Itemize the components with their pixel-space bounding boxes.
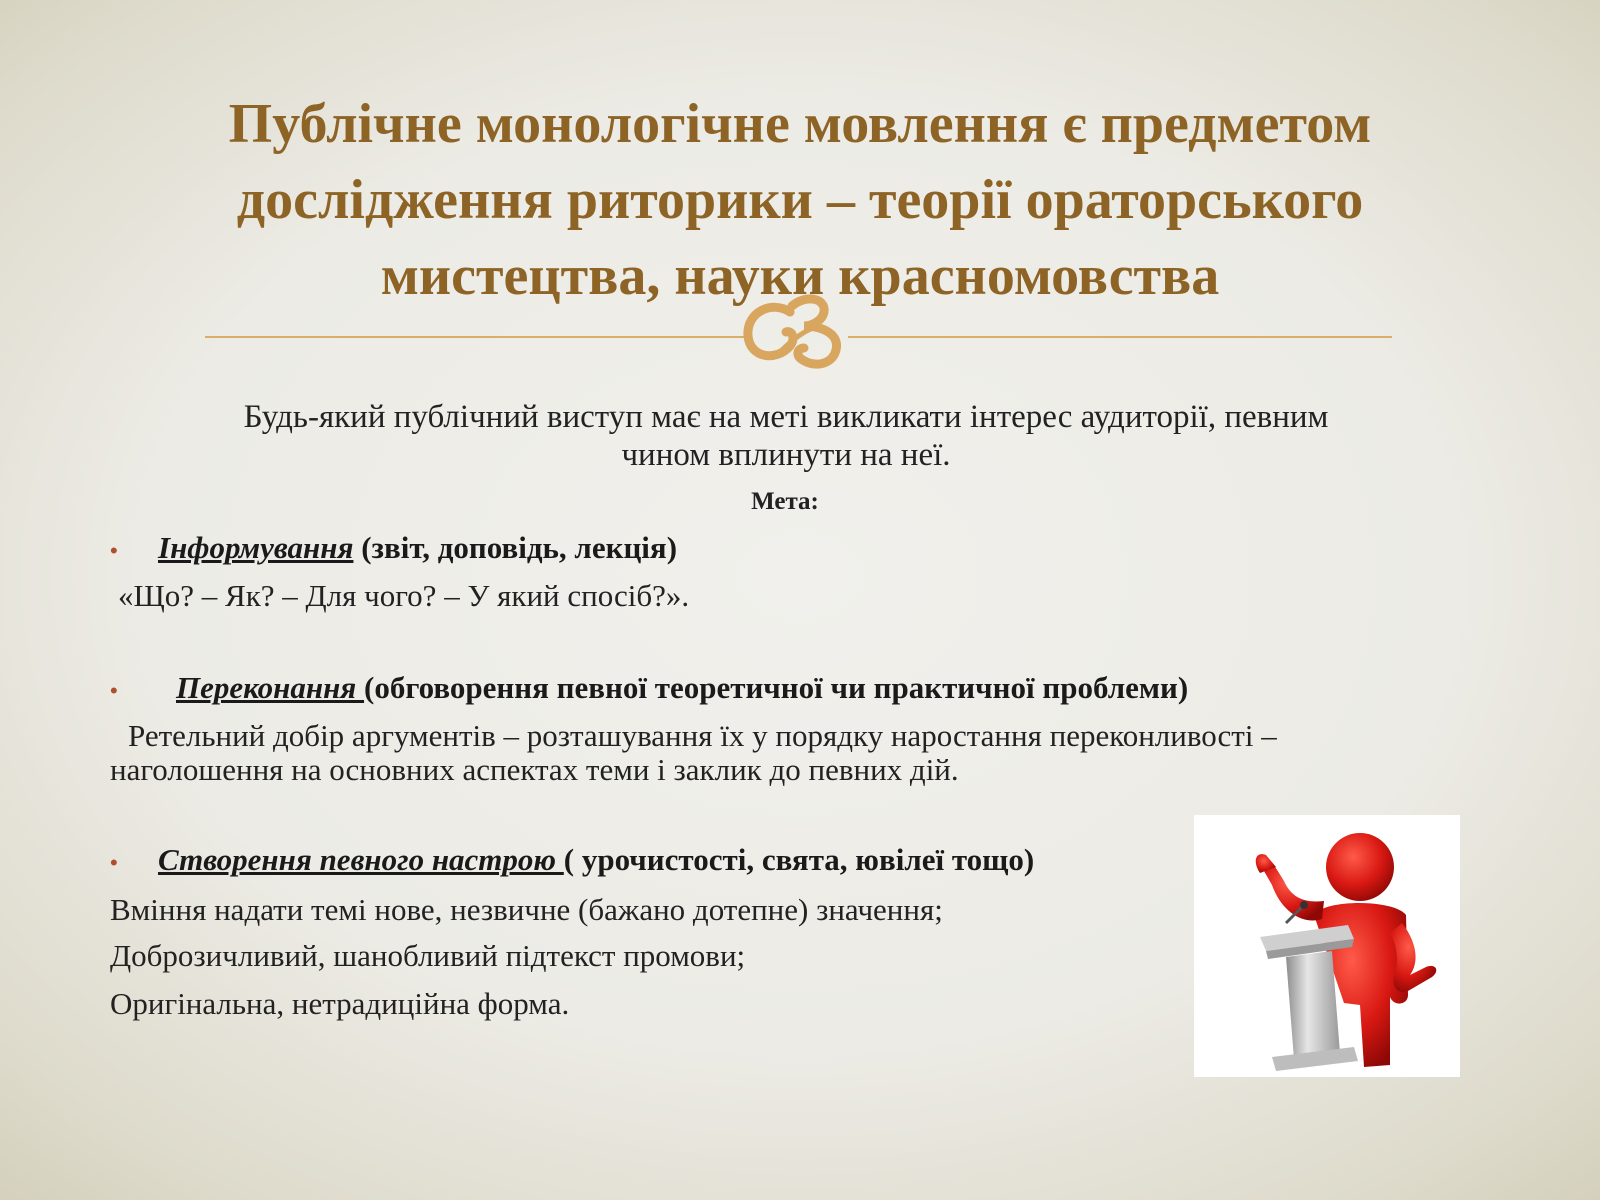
goal-point-informing <box>158 530 677 566</box>
speaker-illustration <box>1194 815 1460 1077</box>
detail-line: наголошення на основних аспектах теми і заклик до певних дій. <box>110 752 959 787</box>
detail-line: «Що? – Як? – Для чого? – У який спосіб?». <box>118 578 690 613</box>
title-line: Публічне монологічне мовлення є предметом <box>228 93 1372 155</box>
intro-line: Будь-який публічний виступ має на меті викликати інтерес аудиторії, певним <box>243 399 1329 435</box>
goal-term: Переконання <box>176 670 365 705</box>
bullet-icon: • <box>110 538 118 563</box>
bullet-icon: • <box>110 850 118 875</box>
title-line: дослідження риторики – теорії ораторського <box>236 169 1364 231</box>
goal-description: (звіт, доповідь, лекція) <box>353 530 678 565</box>
goal-description: (обговорення певної теоретичної чи практичної проблеми) <box>364 670 1189 705</box>
goal-term: Створення певного настрою <box>158 842 564 877</box>
divider-line-right <box>848 336 1392 338</box>
detail-line: Вміння надати темі нове, незвичне (бажано дотепне) значення; <box>110 892 943 927</box>
intro-paragraph <box>130 398 1442 474</box>
slide-title <box>130 86 1470 314</box>
detail-line: Оригінальна, нетрадиційна форма. <box>110 986 570 1021</box>
goal-point-mood <box>158 842 1034 878</box>
intro-line: чином вплинути на неї. <box>621 437 951 473</box>
goal-point-persuasion <box>176 670 1188 706</box>
detail-line: Ретельний добір аргументів – розташування їх у порядку наростання переконливості – <box>128 718 1277 753</box>
detail-line: Доброзичливий, шанобливий підтекст промови; <box>110 938 746 973</box>
goal-term: Інформування <box>158 530 354 565</box>
divider-line-left <box>205 336 745 338</box>
goal-label: Мета: <box>751 488 819 515</box>
speaker-at-podium-icon <box>1194 815 1460 1077</box>
goal-description: ( урочистості, свята, ювілеї тощо) <box>563 842 1035 877</box>
bullet-icon: • <box>110 678 118 703</box>
title-line: мистецтва, науки красномовства <box>380 245 1220 307</box>
flourish-ornament-icon <box>742 290 852 372</box>
